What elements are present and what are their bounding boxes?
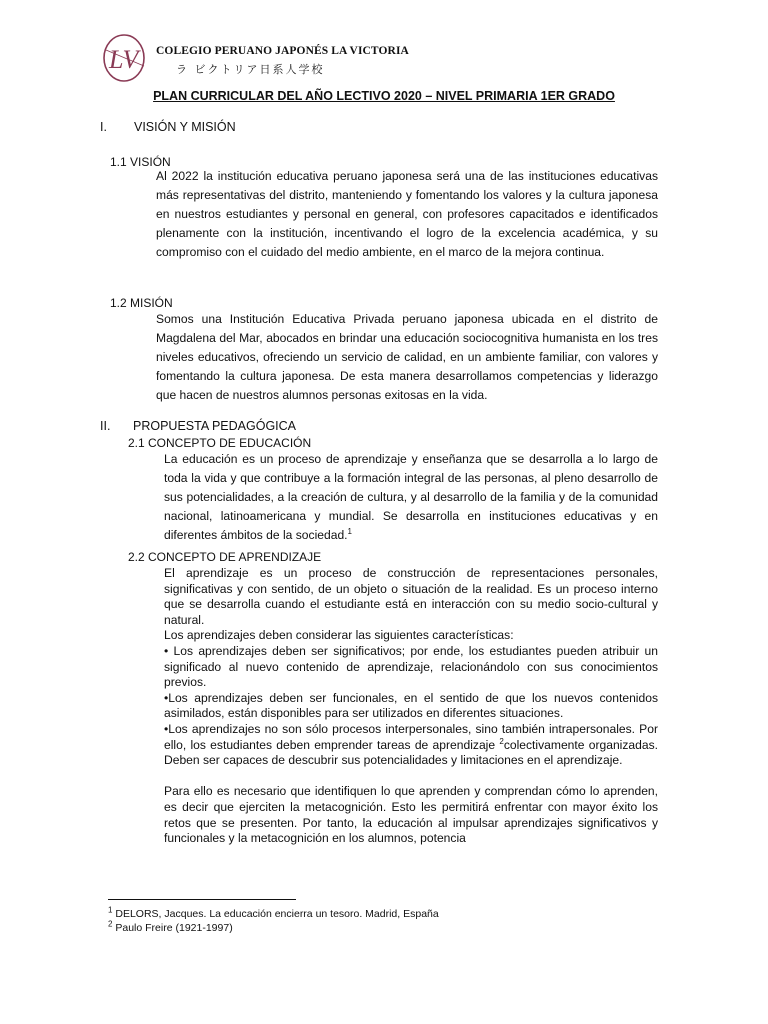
page-title: PLAN CURRICULAR DEL AÑO LECTIVO 2020 – NIVEL PRIMARIA 1ER GRADO xyxy=(153,89,615,103)
footnote-divider xyxy=(108,899,296,900)
educacion-body: La educación es un proceso de aprendizaje y enseñanza que se desarrolla a lo largo de toda la vida y que contribuye a la formación integral de las personas, al pleno desarrollo de sus potencialidades, a la creación de cultura, y al desarrollo de la familia y de la comunidad nacional, latinoamericana y mundial. Se desarrolla en instituciones educativas y en diferentes ámbitos de la sociedad. xyxy=(164,452,658,542)
footnote-1-text: DELORS, Jacques. La educación encierra un tesoro. Madrid, España xyxy=(112,908,439,920)
footnote-1-mark: 1 xyxy=(108,905,113,915)
paragraph-spacer xyxy=(164,769,658,785)
school-name-japanese: ラ ビクトリア日系人学校 xyxy=(176,63,325,76)
mision-text: Somos una Institución Educativa Privada peruano japonesa ubicada en el distrito de Magdalena del Mar, abocados en brindar una educación sociocognitiva humanista en los tres niveles educativos, ofreciendo un servicio de calidad, en un ambiente familiar, con valores y fomentando la cultura japonesa. De esta manera desarrollamos competencias y liderazgo que hacen de nuestros alumnos personas exitosas en la vida. xyxy=(156,312,658,402)
section-2-number: II. xyxy=(100,419,111,433)
bullet-intrapersonales xyxy=(164,722,658,769)
school-crest-icon xyxy=(100,32,152,84)
section-2-title: PROPUESTA PEDAGÓGICA xyxy=(133,419,297,433)
mision-heading: 1.2 MISIÓN xyxy=(110,296,173,310)
vision-heading: 1.1 VISIÓN xyxy=(110,155,171,169)
footnote-2-text: Paulo Freire (1921-1997) xyxy=(112,922,233,934)
section-1-number: I. xyxy=(100,120,107,134)
bullet-funcionales: •Los aprendizajes deben ser funcionales, en el sentido de que los nuevos contenidos asimilados, están disponibles para ser utilizados en diferentes situaciones. xyxy=(164,690,658,721)
aprendizaje-text xyxy=(164,566,658,847)
footnote-2 xyxy=(108,919,233,934)
section-1-title: VISIÓN Y MISIÓN xyxy=(134,120,236,134)
closing-paragraph: Para ello es necesario que identifiquen lo que aprenden y comprendan cómo lo aprenden, es decir que ejerciten la metacognición. Esto les permitirá enfrentar con mayor éxito los retos que se presenten. Por tanto, la educación al impulsar aprendizajes significativos y funcionales y la metacognición en los alumnos, potencia xyxy=(164,784,658,846)
bullet-3-part-a: •Los aprendizajes no son sólo procesos interpersonales, sino también intrapersonales. Por ello, los estudiantes deben emprender tareas de aprendizaje xyxy=(164,721,658,752)
educacion-heading: 2.1 CONCEPTO DE EDUCACIÓN xyxy=(128,436,312,450)
educacion-text xyxy=(164,450,658,545)
vision-text: Al 2022 la institución educativa peruano japonesa será una de las instituciones educativas más representativas del distrito, manteniendo y fomentando los valores y la cultura japonesa en nuestros estudiantes y personal en general, con profesores capacitados e identificados plenamente con la institución, incentivando el logro de la excelencia académica, y su compromiso con el cuidado del medio ambiente, en el marco de la mejora continua. xyxy=(156,169,658,259)
footnote-2-mark: 2 xyxy=(108,919,113,929)
footnote-1 xyxy=(108,905,439,920)
footnote-ref-2: 2 xyxy=(499,736,504,746)
aprendizaje-characteristics: Los aprendizajes deben considerar las siguientes características: xyxy=(164,628,514,643)
school-logo-header xyxy=(100,32,409,84)
aprendizaje-heading: 2.2 CONCEPTO DE APRENDIZAJE xyxy=(128,550,322,564)
footnote-ref-1: 1 xyxy=(347,526,352,536)
school-name: COLEGIO PERUANO JAPONÉS LA VICTORIA xyxy=(156,45,409,57)
logo-letters: LV xyxy=(109,45,139,74)
bullet-significativos: • Los aprendizajes deben ser significativos; por ende, los estudiantes pueden atribuir un significado al nuevo contenido de aprendizaje, relacionándolo con sus conocimientos previos. xyxy=(164,643,658,690)
bullet-3-part-b: colectivamente organizadas. Deben ser capaces de descubrir sus potencialidades y limitaciones en el aprendizaje. xyxy=(164,737,658,768)
aprendizaje-paragraph: El aprendizaje es un proceso de construcción de representaciones personales, significativas y con sentido, de un objeto o situación de la realidad. Es un proceso interno que se desarrolla cuando el estudiante está en interacción con su medio socio-cultural y natural. xyxy=(164,566,658,627)
